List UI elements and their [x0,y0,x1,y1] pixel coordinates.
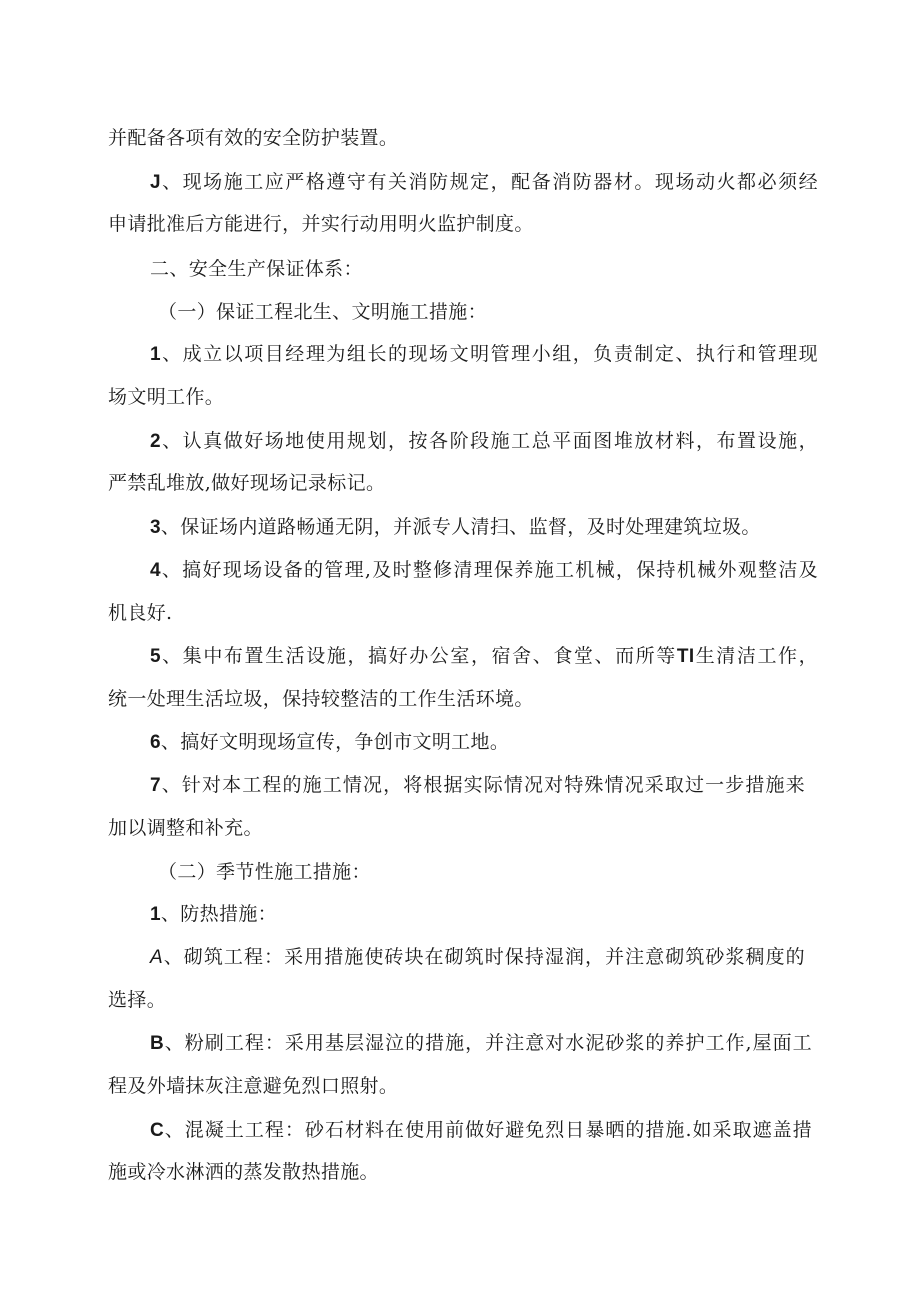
text-line: 加以调整和补充。 [108,817,263,839]
list-item-4-line1: 4、搞好现场设备的管理,及时整修清理保养施工机械，保持机械外观整洁及 [150,559,818,581]
item-marker: A [150,947,164,968]
text-line: 施或冷水淋洒的蒸发散热措施。 [108,1161,379,1183]
text-line: 申请批准后方能进行，并实行动用明火监护制度。 [108,213,534,235]
text-line: 程及外墙抹灰注意避免烈口照射。 [108,1075,399,1097]
subsection-heading: （二）季节性施工措施： [158,861,371,883]
list-item-a-line1: A、砌筑工程：采用措施使砖块在砌筑时保持湿润，并注意砌筑砂浆稠度的 [150,946,805,968]
text-line: 统一处理生活垃圾，保持较整洁的工作生活环境。 [108,688,534,710]
list-item-6: 6、搞好文明现场宣传，争创市文明工地。 [150,731,510,753]
inline-bold-text: TI [676,646,695,667]
list-item-1-line1: 1、成立以项目经理为组长的现场文明管理小组，负责制定、执行和管理现 [150,343,818,365]
item-marker: 2 [150,431,161,452]
list-item-j-line1: J、现场施工应严格遵守有关消防规定，配备消防器材。现场动火都必须经 [150,171,818,193]
list-item-b-line1: B、粉刷工程：采用基层湿泣的措施，并注意对水泥砂浆的养护工作,屋面工 [150,1032,812,1054]
item-marker: 1 [150,904,161,925]
item-marker: 7 [150,775,161,796]
item-marker: 4 [150,560,161,581]
text-line: 并配备各项有效的安全防护装置。 [108,127,399,149]
item-marker: 6 [150,732,161,753]
list-item-2-line1: 2、认真做好场地使用规划，按各阶段施工总平面图堆放材料，布置设施， [150,430,818,452]
text-line: 选择。 [108,989,167,1011]
item-marker: 5 [150,646,161,667]
item-marker: B [150,1033,165,1054]
list-item-3: 3、保证场内道路畅通无阴，并派专人清扫、监督，及时处理建筑垃圾。 [150,516,761,538]
list-item-7-line1: 7、针对本工程的施工情况，将根据实际情况对特殊情况采取过一步措施来 [150,774,805,796]
text-line: 严禁乱堆放,做好现场记录标记。 [108,472,386,494]
item-marker: 3 [150,517,161,538]
list-item-c-line1: C、混凝土工程：砂石材料在使用前做好避免烈日暴晒的措施.如采取遮盖措 [150,1119,812,1141]
section-heading: 二、安全生产保证体系： [150,258,363,280]
list-item-5-line1: 5、集中布置生活设施，搞好办公室，宿舍、食堂、而所等TI生清洁工作， [150,645,818,667]
item-marker: J [150,172,161,193]
item-marker: C [150,1120,165,1141]
list-item-heat: 1、防热措施： [150,903,278,925]
text-line: 场文明工作。 [108,386,225,408]
text-line: 机良好. [108,602,173,624]
item-marker: 1 [150,344,161,365]
subsection-heading: （一）保证工程北生、文明施工措施： [158,301,487,323]
